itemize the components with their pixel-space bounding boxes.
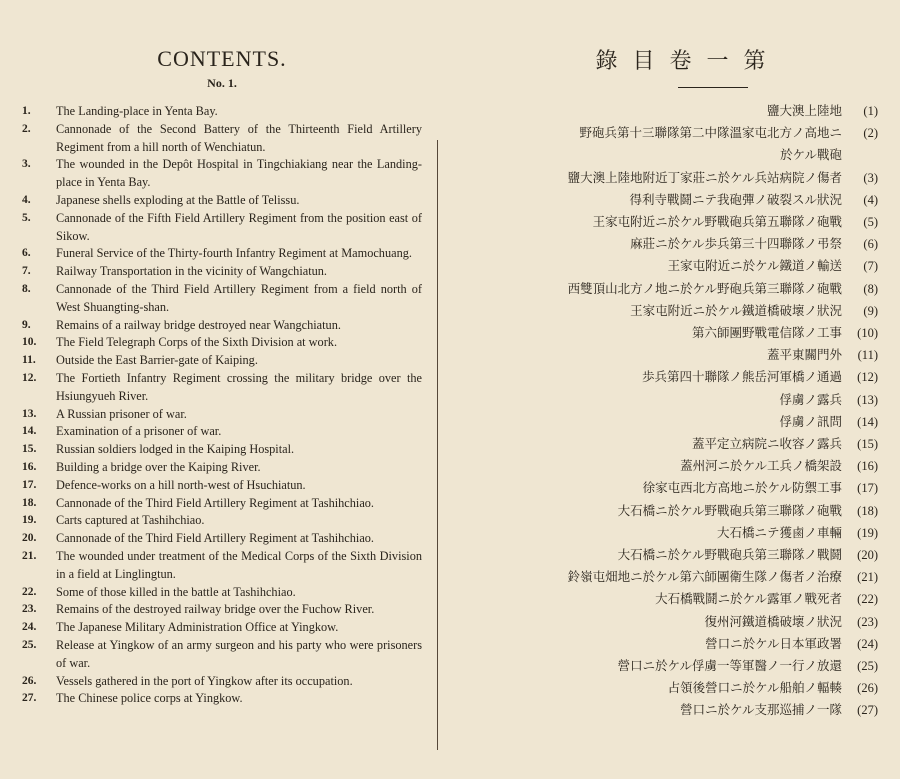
entry-text: 徐家屯西北方高地ニ於ケル防禦工事: [642, 480, 842, 496]
entry-number: (27): [857, 703, 878, 718]
list-item: [22, 495, 422, 513]
list-item: [458, 366, 878, 388]
entry-text: The wounded in the Depôt Hospital in Tingchiakiang near the Landing-place in Yenta Bay.: [56, 157, 422, 190]
list-item: [458, 655, 878, 677]
list-item: [22, 352, 422, 370]
japanese-title: 錄目卷一第: [595, 48, 781, 73]
entry-text: 復州河鐵道橋破壞ノ狀況: [704, 613, 842, 629]
list-item-continuation: [458, 144, 878, 166]
entry-number: 22.: [22, 585, 37, 598]
list-item: [22, 477, 422, 495]
list-item: [22, 103, 422, 121]
list-item: [22, 406, 422, 424]
entry-number: 14.: [22, 425, 37, 438]
entry-text: Cannonade of the Third Field Artillery Regiment at Tashihchiao.: [56, 495, 374, 510]
entry-text: 俘虜ノ露兵: [779, 391, 842, 407]
entry-text: Russian soldiers lodged in the Kaiping Hospital.: [56, 442, 295, 457]
list-item: [458, 699, 878, 721]
entry-number: 3.: [22, 158, 31, 171]
entry-text: 鹽大澳上陸地: [766, 103, 842, 118]
entry-text: Carts captured at Tashihchiao.: [56, 513, 205, 528]
english-entry-list: [22, 103, 422, 708]
list-item: [22, 601, 422, 619]
list-item: [458, 122, 878, 144]
title-underline: [678, 87, 748, 88]
entry-number: (1): [863, 104, 878, 118]
list-item: [458, 100, 878, 122]
list-item: [458, 411, 878, 433]
list-item: [22, 192, 422, 210]
entry-text: 第六師團野戰電信隊ノ工事: [691, 325, 842, 341]
entry-text: Building a bridge over the Kaiping River.: [56, 459, 261, 474]
entry-number: 10.: [22, 336, 37, 349]
list-item: [22, 245, 422, 263]
entry-number: (10): [857, 326, 878, 341]
entry-text: A Russian prisoner of war.: [56, 406, 187, 421]
entry-number: (3): [863, 170, 878, 185]
japanese-entry-list: [458, 100, 878, 722]
list-item: [458, 300, 878, 322]
entry-number: (20): [857, 548, 878, 563]
entry-text: Cannonade of the Third Field Artillery Regiment from a field north of West Shuangting-shan.: [56, 281, 422, 314]
entry-text: 大石橋ニ於ケル野戰砲兵第三聯隊ノ戰鬪: [617, 547, 842, 563]
entry-number: 18.: [22, 496, 37, 509]
list-item: [458, 633, 878, 655]
list-item: [22, 548, 422, 584]
list-item: [458, 322, 878, 344]
entry-number: (14): [857, 414, 878, 429]
entry-text: Railway Transportation in the vicinity of Wangchiatun.: [56, 264, 327, 279]
list-item: [458, 189, 878, 211]
entry-number: 7.: [22, 265, 31, 278]
entry-number: 8.: [22, 282, 31, 295]
entry-text: 鈴嶺屯畑地ニ於ケル第六師團衛生隊ノ傷者ノ治療: [567, 569, 842, 585]
column-divider: [437, 140, 438, 750]
entry-text: Release at Yingkow of an army surgeon and his party who were prisoners of war.: [56, 637, 422, 670]
entry-number: (17): [857, 481, 878, 496]
entry-text: 蓋平定立病院ニ收容ノ露兵: [691, 436, 842, 452]
list-item: [458, 389, 878, 411]
list-item: [458, 344, 878, 366]
entry-number: 6.: [22, 247, 31, 260]
entry-number: 16.: [22, 460, 37, 473]
list-item: [22, 156, 422, 192]
entry-text: Defence-works on a hill north-west of Hsuchiatun.: [56, 477, 306, 492]
entry-number: (2): [863, 126, 878, 141]
entry-number: (5): [863, 215, 878, 230]
entry-number: (19): [857, 525, 878, 540]
entry-number: 27.: [22, 692, 37, 705]
list-item: [22, 370, 422, 406]
list-item: [22, 121, 422, 157]
entry-text: 歩兵第四十聯隊ノ熊岳河軍橋ノ通過: [641, 369, 842, 385]
list-item: [22, 423, 422, 441]
entry-number: 26.: [22, 674, 37, 687]
entry-number: (12): [857, 370, 878, 385]
entry-text: 野砲兵第十三聯隊第二中隊溫家屯北方ノ高地ニ: [579, 125, 842, 141]
entry-text: 得利寺戰鬪ニテ我砲彈ノ破裂スル狀況: [629, 191, 842, 207]
contents-subtitle: No. 1.: [207, 76, 237, 90]
entry-text: Funeral Service of the Thirty-fourth Infantry Regiment at Mamochuang.: [56, 246, 412, 261]
list-item: [458, 500, 878, 522]
entry-text: 王家屯附近ニ於ケル鐵道橋破壞ノ狀況: [630, 302, 842, 318]
entry-number: (7): [863, 259, 878, 274]
list-item: [458, 255, 878, 277]
entry-number: 13.: [22, 407, 37, 420]
entry-text: Vessels gathered in the port of Yingkow after its occupation.: [56, 673, 353, 688]
list-item: [458, 566, 878, 588]
entry-number: (8): [863, 281, 878, 296]
entry-number: (16): [857, 459, 878, 474]
list-item: [22, 281, 422, 317]
entry-text: 西雙頂山北方ノ地ニ於ケル野砲兵第三聯隊ノ砲戰: [567, 280, 842, 296]
entry-text: The Japanese Military Administration Office at Yingkow.: [56, 620, 339, 635]
entry-number: 15.: [22, 443, 37, 456]
entry-number: (11): [857, 348, 878, 363]
entry-text: The wounded under treatment of the Medical Corps of the Sixth Division in a field at Linglingtun.: [56, 548, 422, 581]
entry-number: 11.: [22, 354, 36, 367]
entry-number: 17.: [22, 478, 37, 491]
entry-text: 鹽大澳上陸地附近丁家莊ニ於ケル兵站病院ノ傷者: [567, 169, 842, 185]
entry-number: (24): [857, 636, 878, 651]
entry-text: 營口ニ於ケル日本軍政署: [705, 635, 842, 651]
entry-text: 蓋平東關門外: [766, 347, 842, 363]
list-item: [458, 211, 878, 233]
entry-number: 23.: [22, 603, 37, 616]
list-item: [22, 584, 422, 602]
list-item: [22, 210, 422, 246]
list-item: [22, 317, 422, 335]
entry-text: The Chinese police corps at Yingkow.: [56, 691, 243, 706]
entry-text: Some of those killed in the battle at Tashihchiao.: [56, 584, 296, 599]
list-item: [22, 690, 422, 708]
entry-text: 營口ニ於ケル俘虜一等軍醫ノ一行ノ放還: [617, 658, 842, 674]
list-item: [458, 433, 878, 455]
entry-number: (25): [857, 659, 878, 674]
entry-text: The Landing-place in Yenta Bay.: [56, 104, 218, 118]
entry-text: The Field Telegraph Corps of the Sixth Division at work.: [56, 335, 338, 350]
entry-number: 20.: [22, 532, 37, 545]
list-item: [458, 167, 878, 189]
entry-text: 蓋州河ニ於ケル工兵ノ橋架設: [680, 458, 842, 474]
list-item: [22, 263, 422, 281]
entry-text: 王家屯附近ニ於ケル野戰砲兵第五聯隊ノ砲戰: [592, 214, 842, 230]
entry-number: (23): [857, 614, 878, 629]
entry-number: (18): [857, 503, 878, 518]
entry-text: Remains of the destroyed railway bridge over the Fuchow River.: [56, 602, 375, 617]
entry-number: (4): [863, 192, 878, 207]
list-item: [22, 459, 422, 477]
entry-text: Cannonade of the Third Field Artillery Regiment at Tashihchiao.: [56, 531, 374, 546]
entry-number: (26): [857, 681, 878, 696]
entry-number: 5.: [22, 211, 31, 224]
entry-text: Japanese shells exploding at the Battle of Telissu.: [56, 192, 300, 207]
entry-number: (21): [857, 570, 878, 585]
entry-text: 大石橋ニ於ケル野戰砲兵第三聯隊ノ砲戰: [617, 502, 842, 518]
entry-text: Cannonade of the Second Battery of the Thirteenth Field Artillery Regiment from a hill north of Wenchiatun.: [56, 121, 422, 154]
list-item: [458, 611, 878, 633]
list-item: [458, 455, 878, 477]
list-item: [458, 544, 878, 566]
japanese-contents: [458, 42, 878, 722]
entry-number: 21.: [22, 549, 37, 562]
entry-number: 2.: [22, 122, 31, 135]
entry-number: (6): [863, 237, 878, 252]
entry-text-continuation: 於ケル戰砲: [780, 147, 842, 163]
entry-number: (22): [857, 592, 878, 607]
entry-text: 占領後營口ニ於ケル船舶ノ輻輳: [667, 680, 842, 696]
entry-number: 24.: [22, 621, 37, 634]
contents-title: CONTENTS.: [157, 46, 287, 71]
entry-text: 麻莊ニ於ケル歩兵第三十四聯隊ノ弔祭: [630, 236, 842, 252]
list-item: [458, 233, 878, 255]
list-item: [22, 441, 422, 459]
entry-number: 19.: [22, 514, 37, 527]
entry-text: 大石橋戰鬪ニ於ケル露軍ノ戰死者: [655, 591, 842, 607]
list-item: [22, 512, 422, 530]
list-item: [458, 588, 878, 610]
entry-text: The Fortieth Infantry Regiment crossing the military bridge over the Hsiungyueh River.: [56, 370, 422, 403]
entry-text: 大石橋ニテ獲鹵ノ車輛: [716, 524, 842, 540]
entry-number: (15): [857, 437, 878, 452]
list-item: [22, 530, 422, 548]
english-contents: [22, 38, 422, 708]
entry-number: 1.: [22, 105, 31, 117]
list-item: [458, 477, 878, 499]
entry-number: 25.: [22, 638, 37, 651]
entry-number: 4.: [22, 193, 31, 206]
list-item: [458, 677, 878, 699]
entry-number: (9): [863, 303, 878, 318]
entry-text: 王家屯附近ニ於ケル鐵道ノ輸送: [667, 258, 842, 274]
entry-text: Cannonade of the Fifth Field Artillery Regiment from the position east of Sikow.: [56, 210, 422, 243]
entry-text: 俘虜ノ訊問: [779, 413, 842, 429]
list-item: [22, 334, 422, 352]
entry-text: Examination of a prisoner of war.: [56, 424, 222, 439]
entry-number: 12.: [22, 371, 37, 384]
entry-number: 9.: [22, 318, 31, 331]
entry-number: (13): [857, 392, 878, 407]
entry-text: Remains of a railway bridge destroyed near Wangchiatun.: [56, 317, 341, 332]
list-item: [22, 619, 422, 637]
list-item: [458, 522, 878, 544]
list-item: [22, 673, 422, 691]
entry-text: 營口ニ於ケル支那巡捕ノ一隊: [680, 702, 842, 718]
list-item: [22, 637, 422, 673]
list-item: [458, 278, 878, 300]
entry-text: Outside the East Barrier-gate of Kaiping.: [56, 353, 258, 368]
